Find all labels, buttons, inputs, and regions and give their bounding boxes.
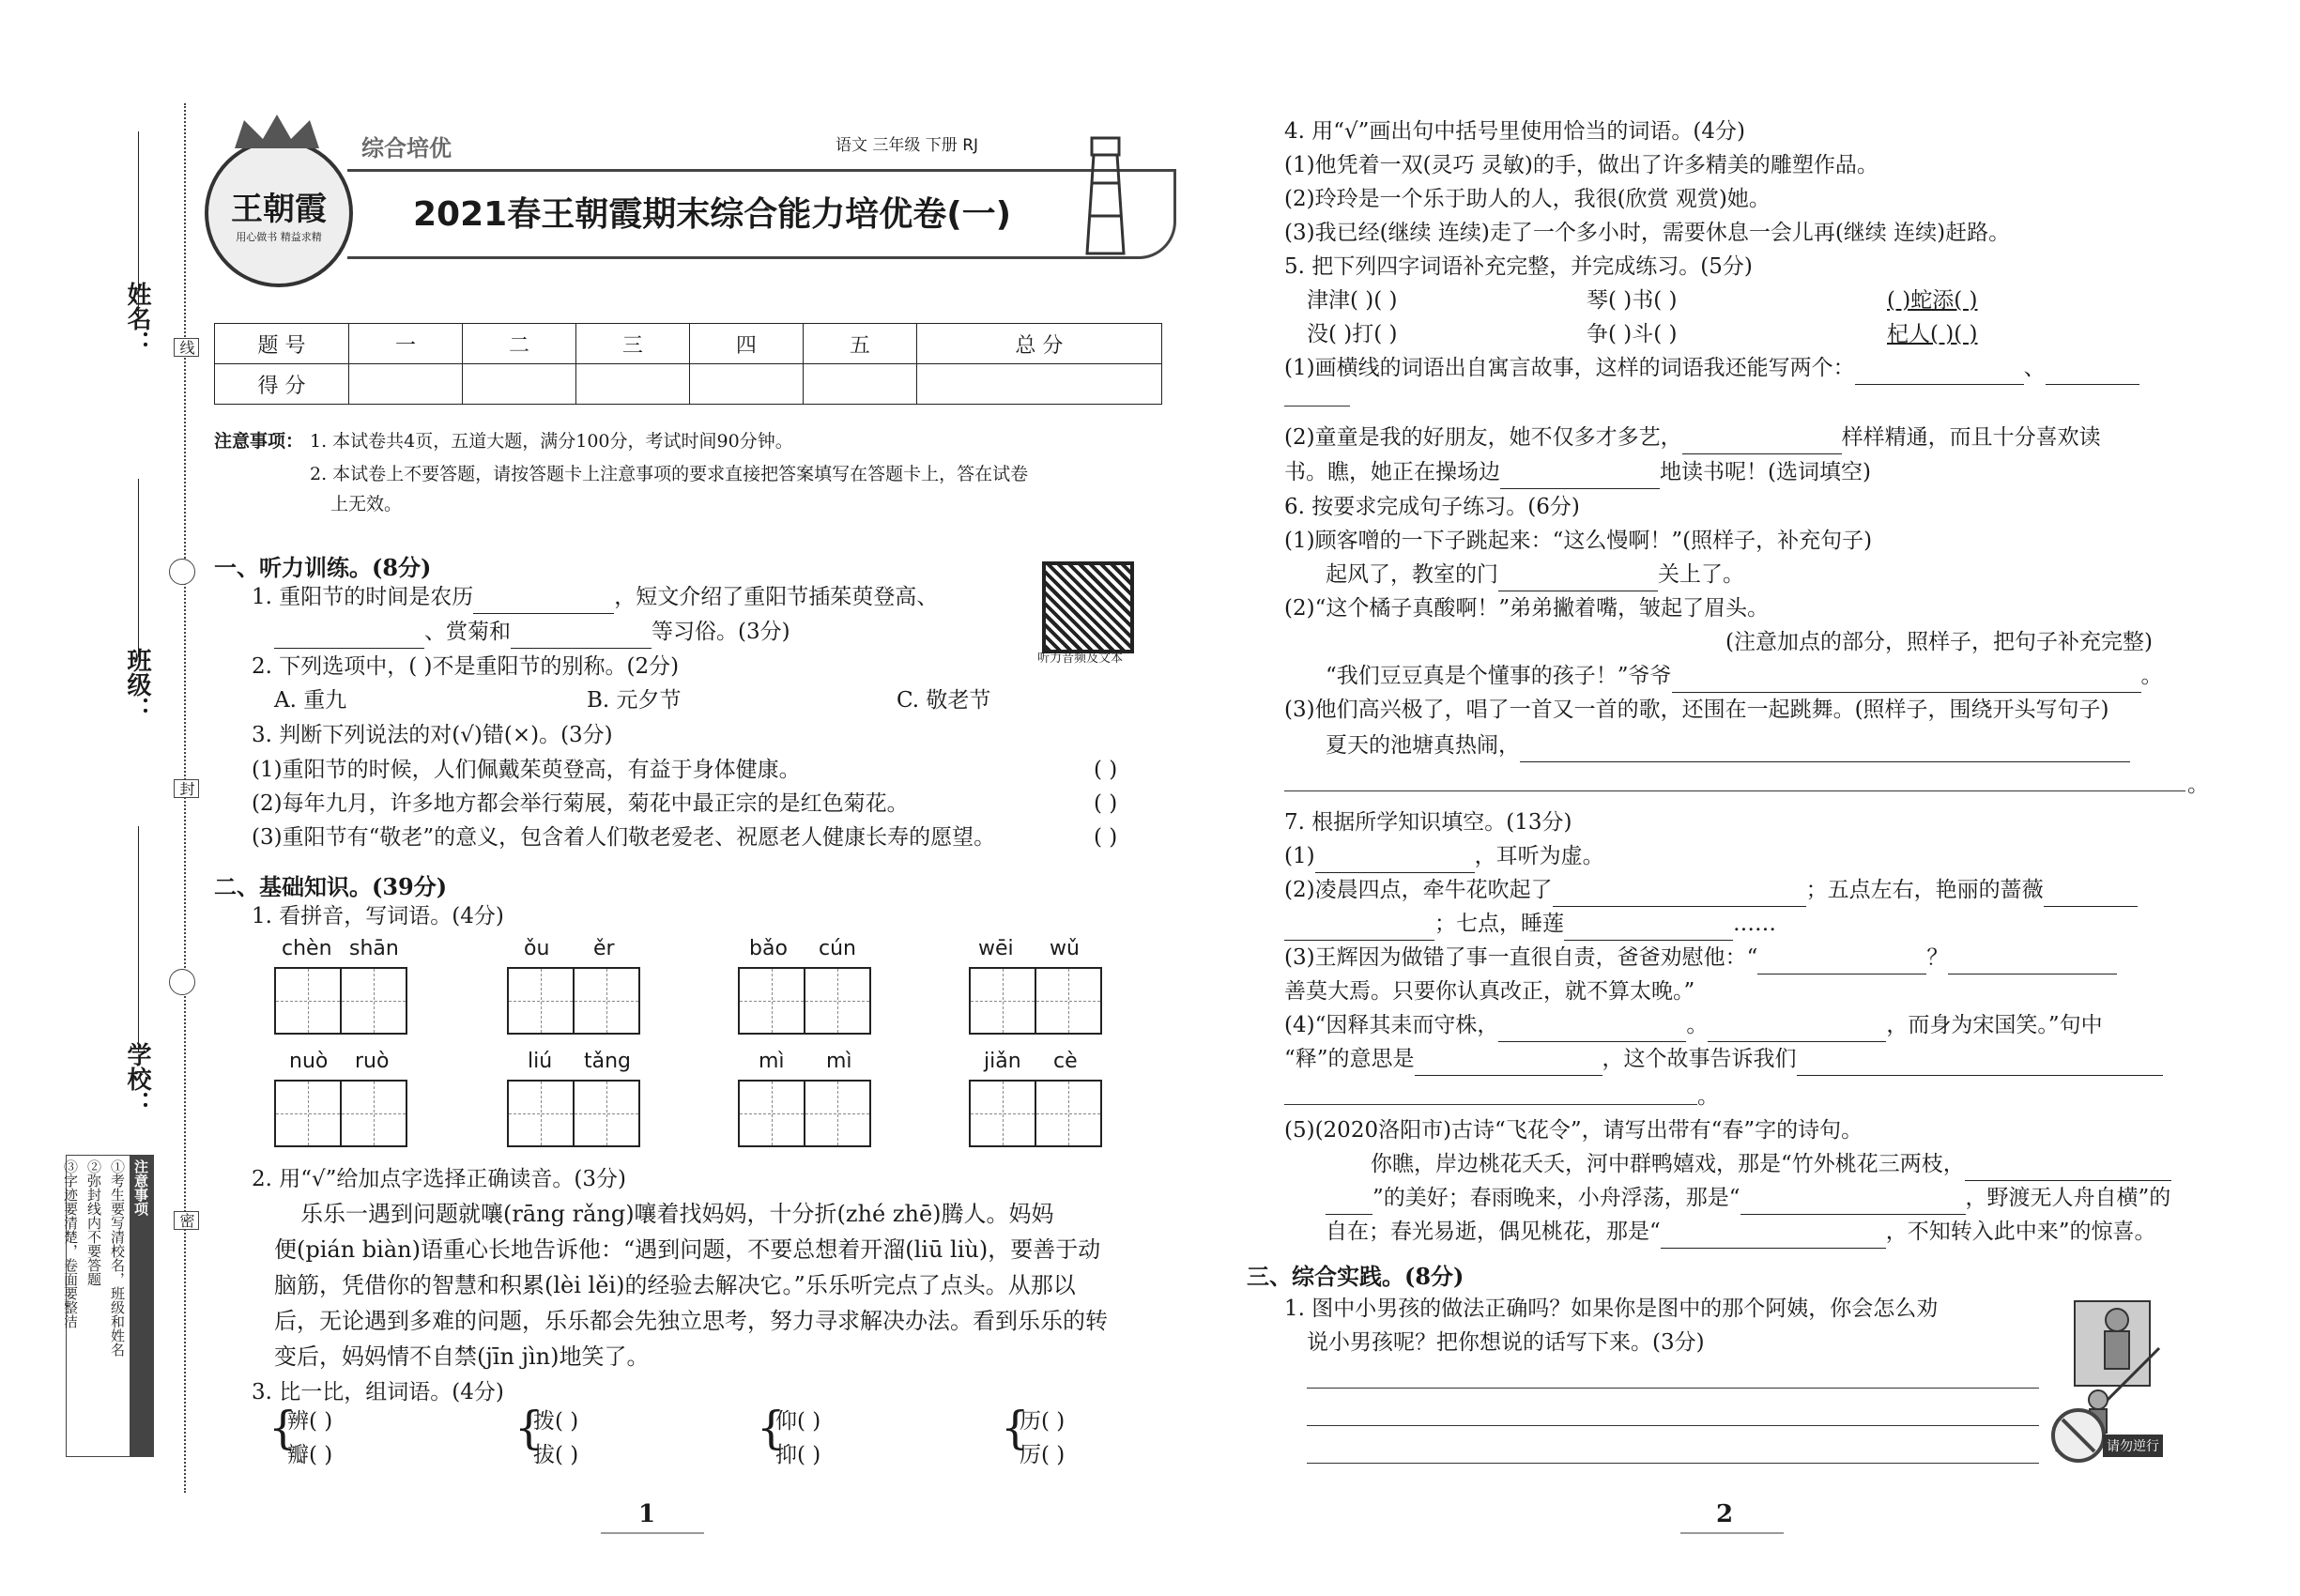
period: 。 [1697, 1084, 1719, 1109]
answer-blank[interactable] [1948, 951, 2117, 974]
question-2-2: 2. 用“√”给加点字选择正确读音。(3分) [252, 1167, 627, 1191]
question-2-5: 5. 把下列四字词语补充完整，并完成练习。(5分) [1284, 254, 1753, 279]
score-header: 三 [575, 324, 689, 364]
score-cell[interactable] [349, 364, 463, 405]
score-cell[interactable] [916, 364, 1161, 405]
question-2-4: 4. 用“√”画出句中括号里使用恰当的词语。(4分) [1284, 119, 1746, 144]
option-c[interactable]: C. 敬老节 [897, 688, 991, 713]
series-label: 综合培优 [361, 135, 452, 161]
score-header: 二 [462, 324, 575, 364]
answer-blank[interactable] [1284, 917, 1434, 941]
answer-blank[interactable] [1672, 669, 2141, 693]
answer-blank[interactable] [1797, 1052, 2163, 1076]
page-ornament [601, 1532, 704, 1534]
margin-note: ①考生要写清校名，班级和姓名 [109, 1159, 126, 1357]
answer-blank[interactable] [274, 625, 424, 649]
answer-blank[interactable] [1326, 1191, 1372, 1215]
name-field[interactable] [138, 131, 139, 319]
answer-blank[interactable] [1682, 431, 1842, 454]
answer-line[interactable] [1307, 1425, 2039, 1426]
pinyin: nuò [289, 1050, 329, 1073]
answer-blank[interactable] [1498, 568, 1658, 591]
answer-blank[interactable] [1520, 739, 2130, 762]
name-label: 姓名： [123, 282, 151, 355]
answer-line[interactable] [1307, 1388, 2039, 1389]
option-a[interactable]: A. 重九 [274, 688, 347, 713]
brace-icon: { [1001, 1402, 1030, 1454]
fill-4: (4)“因释其耒而守株， 。 ，而身为宋国笑。”句中 [1284, 1008, 2103, 1042]
score-table [214, 323, 1162, 405]
compare-word[interactable]: 厉( ) [1020, 1443, 1066, 1467]
pinyin: liú [528, 1050, 553, 1073]
pinyin: mì [826, 1050, 852, 1073]
answer-blank[interactable] [1500, 466, 1660, 489]
brace-icon: { [514, 1402, 544, 1454]
passage-line: 后，无论遇到多难的问题，乐乐都会先独立思考，努力寻求解决办法。看到乐乐的转 [274, 1308, 1108, 1334]
judge-item: (1)重阳节的时候，人们佩戴茱萸登高，有益于身体健康。 [252, 758, 801, 782]
question-2-1: 1. 看拼音，写词语。(4分) [252, 904, 504, 928]
writing-grid[interactable] [738, 1080, 871, 1147]
answer-blank[interactable] [1740, 1191, 1966, 1215]
section-3-title: 三、综合实践。(8分) [1247, 1263, 1464, 1290]
pinyin: ěr [593, 937, 615, 960]
writing-grid[interactable] [507, 967, 640, 1035]
pinyin: wǔ [1050, 937, 1080, 960]
question-1-1-cont: 、赏菊和 等习俗。(3分) [274, 615, 790, 649]
binding-hole-icon [169, 969, 195, 995]
question-1-1: 1. 重阳节的时间是农历 ，短文介绍了重阳节插茱萸登高、 [252, 580, 938, 614]
no-entry-icon [2051, 1408, 2106, 1463]
idiom-blank[interactable]: 争( )斗( ) [1587, 322, 1678, 346]
answer-blank[interactable] [2044, 883, 2138, 907]
answer-blank[interactable] [1553, 883, 1806, 907]
answer-blank[interactable] [1855, 361, 2024, 385]
fill-1: (1) ，耳听为虚。 [1284, 839, 1604, 873]
answer-blank[interactable] [1661, 1225, 1886, 1249]
page-ornament [1680, 1532, 1784, 1534]
judge-answer[interactable]: ( ) [1094, 791, 1118, 816]
compare-word[interactable]: 历( ) [1020, 1409, 1066, 1434]
answer-blank[interactable] [1708, 1019, 1886, 1042]
section-2-title: 二、基础知识。(39分) [214, 873, 448, 900]
logo-sub: 用心做书 精益求精 [236, 230, 322, 243]
binding-hole-icon [169, 559, 195, 585]
sentence-task: “我们豆豆真是个懂事的孩子！”爷爷 。 [1326, 659, 2163, 693]
score-header: 四 [689, 324, 803, 364]
pinyin: mì [759, 1050, 785, 1073]
writing-grid[interactable] [969, 967, 1102, 1035]
notice-item: 上无效。 [330, 494, 403, 514]
writing-grid[interactable] [738, 967, 871, 1035]
judge-answer[interactable]: ( ) [1094, 825, 1118, 850]
question-2-6: 6. 按要求完成句子练习。(6分) [1284, 495, 1580, 519]
answer-blank[interactable] [1757, 951, 1926, 974]
fill-5-c: 自在；春光易逝，偶见桃花，那是“ ，不知转入此中来”的惊喜。 [1326, 1215, 2156, 1249]
school-field[interactable] [138, 826, 139, 1051]
passage-line: 脑筋，凭借你的智慧和积累(lèi lěi)的经验去解决它。”乐乐听完点了点头。从那以 [274, 1272, 1076, 1298]
page-title: 2021春王朝霞期末综合能力培优卷(一) [413, 195, 1012, 234]
answer-blank[interactable] [1284, 406, 1350, 407]
answer-line[interactable] [1284, 1104, 1697, 1105]
pinyin: cè [1053, 1050, 1078, 1073]
fill-5-a: 你瞧，岸边桃花夭夭，河中群鸭嬉戏，那是“竹外桃花三两枝， [1371, 1147, 2171, 1181]
binding-line [184, 103, 186, 1493]
question-2-5-2-cont: 书。瞧，她正在操场边 地读书呢！(选词填空) [1284, 455, 1871, 489]
answer-blank[interactable] [511, 625, 652, 649]
compare-word[interactable]: 拔( ) [533, 1443, 579, 1467]
fill-5-b: ”的美好；春雨晚来，小舟浮荡，那是“ ，野渡无人舟自横”的 [1326, 1181, 2170, 1215]
score-header: 总 分 [916, 324, 1161, 364]
answer-blank[interactable] [1564, 917, 1733, 941]
question-1-2: 2. 下列选项中，( )不是重阳节的别称。(2分) [252, 654, 680, 679]
choice-item: (3)我已经(继续 连续)走了一个多小时，需要休息一会儿再(继续 连续)赶路。 [1284, 221, 2011, 245]
page-number-1: 1 [638, 1500, 656, 1528]
answer-blank[interactable] [1315, 850, 1475, 873]
answer-blank[interactable] [2046, 361, 2139, 385]
notice-label: 注意事项： [214, 431, 304, 452]
answer-blank[interactable] [1965, 1158, 2171, 1181]
score-header: 五 [803, 324, 916, 364]
qr-code-icon[interactable] [1042, 561, 1134, 653]
sentence-task: 夏天的池塘真热闹， [1326, 729, 2130, 762]
page-number-2: 2 [1716, 1500, 1734, 1528]
answer-line[interactable] [1284, 790, 2185, 791]
score-row-label: 得 分 [215, 364, 349, 405]
idiom-blank[interactable]: ( )蛇添( ) [1887, 288, 1978, 313]
answer-blank[interactable] [473, 591, 614, 614]
judge-answer[interactable]: ( ) [1094, 758, 1118, 782]
score-cell[interactable] [689, 364, 803, 405]
fill-3-cont: 善莫大焉。只要你认真改正，就不算太晚。” [1284, 979, 1695, 1004]
choice-item: (2)玲玲是一个乐于助人的人，我很(欣赏 观赏)她。 [1284, 187, 1771, 211]
fill-3: (3)王辉因为做错了事一直很自责，爸爸劝慰他：“ ？ [1284, 941, 2117, 974]
question-3-1: 1. 图中小男孩的做法正确吗？如果你是图中的那个阿姨，你会怎么劝 [1284, 1297, 1939, 1321]
passage-line: 乐乐一遇到问题就嚷(rāng rǎng)嚷着找妈妈，十分折(zhé zhē)腾人。妈妈 [300, 1201, 1054, 1227]
crown-icon [230, 113, 324, 150]
writing-grid[interactable] [274, 967, 407, 1035]
section-1-title: 一、听力训练。(8分) [214, 554, 432, 581]
score-cell[interactable] [462, 364, 575, 405]
question-2-5-1: (1)画横线的词语出自寓言故事，这样的词语我还能写两个： 、 [1284, 351, 2139, 385]
question-2-3: 3. 比一比，组词语。(4分) [252, 1380, 504, 1404]
margin-note: ③字迹要清楚，卷面要整洁 [62, 1159, 79, 1328]
question-2-7: 7. 根据所学知识填空。(13分) [1284, 810, 1572, 835]
brace-icon: { [268, 1402, 298, 1454]
idiom-blank[interactable]: 杞人( )( ) [1887, 322, 1978, 346]
sentence-task: 起风了，教室的门 关上了。 [1326, 558, 1744, 591]
cut-mark-3: 密 [174, 1211, 199, 1230]
pinyin: bǎo [749, 937, 788, 960]
period: 。 [2187, 773, 2209, 797]
margin-notes [62, 1155, 154, 1457]
pinyin: jiǎn [984, 1050, 1021, 1073]
option-b[interactable]: B. 元夕节 [587, 688, 682, 713]
question-3-1-cont: 说小男孩呢？把你想说的话写下来。(3分) [1307, 1330, 1705, 1355]
class-field[interactable] [138, 479, 139, 657]
brace-icon: { [757, 1402, 786, 1454]
fill-5: (5)(2020洛阳市)古诗“飞花令”，请写出带有“春”字的诗句。 [1284, 1118, 1863, 1143]
fill-2: (2)凌晨四点，牵牛花吹起了 ；五点左右，艳丽的蔷薇 [1284, 873, 2138, 907]
notice-item: 2. 本试卷上不要答题，请按答题卡上注意事项的要求直接把答案填写在答题卡上，答在试卷 [310, 464, 1029, 484]
sentence-prompt: (2)“这个橘子真酸啊！”弟弟撇着嘴，皱起了眉头。 [1284, 596, 1770, 621]
margin-notes-title: 注意事项 [130, 1156, 153, 1456]
score-cell[interactable] [803, 364, 916, 405]
pinyin: wēi [978, 937, 1014, 960]
sentence-prompt: (1)顾客噌的一下子跳起来：“这么慢啊！”(照样子，补充句子) [1284, 529, 1873, 553]
question-1-3: 3. 判断下列说法的对(√)错(×)。(3分) [252, 723, 613, 747]
choice-item: (1)他凭着一双(灵巧 灵敏)的手，做出了许多精美的雕塑作品。 [1284, 153, 1878, 177]
cut-mark-1: 线 [174, 338, 199, 357]
warning-sign: 请勿逆行 [2103, 1435, 2163, 1457]
idiom-blank[interactable]: 没( )打( ) [1307, 322, 1398, 346]
writing-grid[interactable] [969, 1080, 1102, 1147]
school-label: 学校： [123, 1042, 151, 1115]
pinyin: ruò [355, 1050, 390, 1073]
compare-word[interactable]: 拨( ) [533, 1409, 579, 1434]
pinyin: ǒu [524, 937, 550, 960]
score-header: 一 [349, 324, 463, 364]
idiom-blank[interactable]: 琴( )书( ) [1587, 288, 1678, 313]
pinyin: tǎng [584, 1050, 632, 1073]
class-label: 班级： [123, 648, 151, 721]
judge-item: (3)重阳节有“敬老”的意义，包含着人们敬老爱老、祝愿老人健康长寿的愿望。 [252, 825, 996, 850]
compare-word[interactable]: 辨( ) [287, 1409, 333, 1434]
writing-grid[interactable] [507, 1080, 640, 1147]
pinyin: chèn [282, 937, 332, 960]
notice-item: 1. 本试卷共4页，五道大题，满分100分，考试时间90分钟。 [310, 431, 793, 452]
score-cell[interactable] [575, 364, 689, 405]
brand-logo [205, 139, 353, 287]
compare-word[interactable]: 仰( ) [775, 1409, 821, 1434]
score-header: 题 号 [215, 324, 349, 364]
pinyin: cún [819, 937, 856, 960]
idiom-blank[interactable]: 津津( )( ) [1307, 288, 1398, 313]
passage-line: 变后，妈妈情不自禁(jīn jìn)地笑了。 [274, 1343, 650, 1370]
grade-meta: 语文 三年级 下册 RJ [836, 136, 979, 155]
passage-line: 便(pián biàn)语重心长地告诉他：“遇到问题，不要总想着开溜(liū liù)，要善于动 [274, 1236, 1101, 1263]
answer-blank[interactable] [1415, 1052, 1602, 1076]
fill-4-cont: “释”的意思是 ，这个故事告诉我们 [1284, 1042, 2163, 1076]
qr-caption: 听力音频及文本 [1037, 652, 1124, 666]
cut-mark-2: 封 [174, 779, 199, 798]
answer-blank[interactable] [1498, 1019, 1686, 1042]
fill-2-cont: ；七点，睡莲 …… [1284, 907, 1776, 941]
sentence-prompt: (3)他们高兴极了，唱了一首又一首的歌，还围在一起跳舞。(照样子，围绕开头写句子) [1284, 698, 2109, 722]
compare-word[interactable]: 抑( ) [775, 1443, 821, 1467]
answer-line[interactable] [1307, 1463, 2039, 1464]
judge-item: (2)每年九月，许多地方都会举行菊展，菊花中最正宗的是红色菊花。 [252, 791, 909, 816]
margin-note: ②弥封线内不要答题 [85, 1159, 102, 1286]
sentence-note: (注意加点的部分，照样子，把句子补充完整) [1725, 630, 2153, 654]
pinyin: shān [349, 937, 399, 960]
logo-text: 王朝霞 [231, 190, 327, 228]
writing-grid[interactable] [274, 1080, 407, 1147]
compare-word[interactable]: 瓣( ) [287, 1443, 333, 1467]
question-2-5-2: (2)童童是我的好朋友，她不仅多才多艺， 样样精通，而且十分喜欢读 [1284, 421, 2101, 454]
lighthouse-icon [1080, 127, 1131, 258]
